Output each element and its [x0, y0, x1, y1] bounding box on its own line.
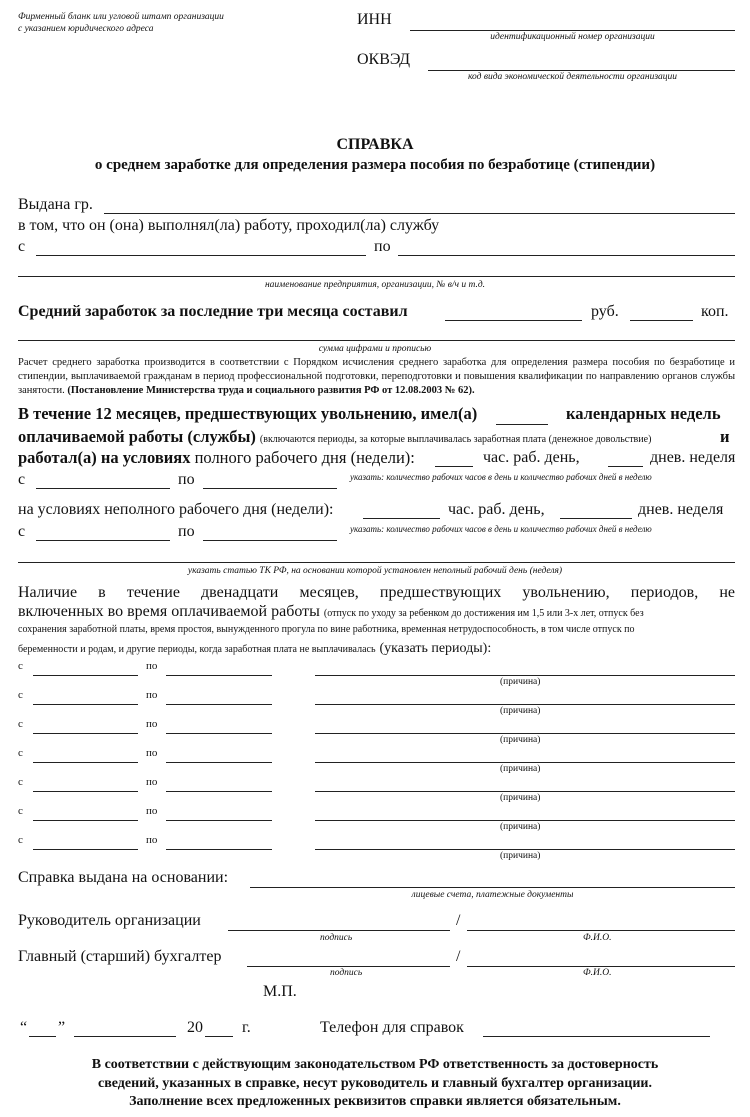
worked-text: в том, что он (она) выполнял(ла) работу, проходил(ла) службу	[18, 217, 440, 234]
period-reason-field[interactable]	[315, 733, 735, 734]
article-field[interactable]	[18, 562, 735, 563]
salary-caption: сумма цифрами и прописью	[318, 344, 432, 354]
from-label: с	[18, 238, 26, 255]
specify-periods-label: (указать периоды):	[379, 641, 492, 656]
stamp-caption-2: с указанием юридического адреса	[18, 24, 154, 34]
part-hours-label: час. раб. день,	[448, 501, 545, 518]
inn-caption: идентификационный номер организации	[490, 32, 655, 42]
calc-note-text: Расчет среднего заработка производится в соответствии с Порядком исчисления среднего заработка для определения размера пособия по безработице и стипендии, выплачиваемой гражданам в период профессиональной подготовки, переподготовки и повышения квалификации по направлению органов службы занятости.	[18, 357, 735, 396]
excluded-heading: включенных во время оплачиваемой работы	[18, 603, 320, 620]
from-label: с	[18, 689, 23, 701]
open-quote: “	[20, 1019, 28, 1036]
stamp-caption-1: Фирменный бланк или угловой штамп организации	[18, 12, 224, 22]
from-label: с	[18, 834, 23, 846]
stamp-place: М.П.	[263, 983, 297, 1000]
to-label: по	[146, 718, 158, 730]
from-label: с	[18, 805, 23, 817]
from-label: с	[18, 747, 23, 759]
excluded-note-3: беременности и родам, и другие периоды, когда заработная плата не выплачивалась	[18, 644, 376, 655]
year-suffix: г.	[242, 1019, 251, 1036]
excluded-note-1: (отпуск по уходу за ребенком до достижения им 1,5 или 3-х лет, отпуск без	[323, 608, 644, 619]
weeks-line-2	[18, 429, 651, 446]
part-days-field[interactable]	[560, 518, 632, 519]
to-label: по	[178, 523, 195, 540]
accountant-label: Главный (старший) бухгалтер	[18, 948, 222, 965]
page-title: СПРАВКА	[336, 136, 414, 153]
from-label: с	[18, 523, 26, 540]
part-day-label: на условиях неполного рабочего дня (недели):	[18, 501, 334, 518]
basis-field[interactable]	[250, 887, 735, 888]
period-to-field[interactable]	[166, 820, 272, 821]
name-caption: Ф.И.О.	[583, 933, 612, 943]
period-from-field[interactable]	[33, 733, 138, 734]
salary-rub-field[interactable]	[445, 320, 582, 321]
period-from-field[interactable]	[33, 762, 138, 763]
from-label: с	[18, 471, 26, 488]
from-label: с	[18, 776, 23, 788]
close-quote: ”	[58, 1019, 66, 1036]
month-field[interactable]	[74, 1036, 176, 1037]
period-reason-field[interactable]	[315, 849, 735, 850]
reason-caption: (причина)	[500, 677, 541, 687]
salary-label: Средний заработок за последние три месяца составил	[18, 303, 408, 320]
slash: /	[456, 912, 461, 929]
inn-field[interactable]	[410, 30, 735, 31]
full-days-field[interactable]	[608, 466, 643, 467]
part-from-field[interactable]	[36, 540, 170, 541]
excluded-line-2	[18, 604, 644, 620]
accountant-name-field[interactable]	[467, 966, 735, 967]
work-to-field[interactable]	[398, 255, 735, 256]
reason-caption: (причина)	[500, 822, 541, 832]
reason-caption: (причина)	[500, 735, 541, 745]
work-from-field[interactable]	[36, 255, 366, 256]
article-caption: указать статью ТК РФ, на основании которой установлен неполный рабочий день (неделя)	[187, 566, 563, 576]
phone-field[interactable]	[483, 1036, 710, 1037]
period-to-field[interactable]	[166, 675, 272, 676]
accountant-signature-field[interactable]	[247, 966, 450, 967]
rub-label: руб.	[591, 303, 619, 320]
part-hours-field[interactable]	[363, 518, 440, 519]
okved-label: ОКВЭД	[357, 51, 411, 68]
to-label: по	[146, 834, 158, 846]
year-prefix: 20	[187, 1019, 203, 1036]
from-label: с	[18, 660, 23, 672]
phone-label: Телефон для справок	[320, 1019, 464, 1036]
period-reason-field[interactable]	[315, 704, 735, 705]
period-reason-field[interactable]	[315, 791, 735, 792]
salary-kop-field[interactable]	[630, 320, 693, 321]
weeks-count-field[interactable]	[496, 424, 548, 425]
organization-caption: наименование предприятия, организации, № в/ч и т.д.	[264, 280, 486, 290]
calc-note	[18, 356, 735, 398]
footer-line-3: Заполнение всех предложенных реквизитов справки является обязательным.	[129, 1094, 621, 1109]
inn-label: ИНН	[357, 11, 392, 28]
period-from-field[interactable]	[33, 675, 138, 676]
full-to-field[interactable]	[203, 488, 337, 489]
okved-field[interactable]	[428, 70, 735, 71]
footer-line-1: В соответствии с действующим законодательством РФ ответственность за достоверность	[91, 1057, 659, 1072]
reason-caption: (причина)	[500, 764, 541, 774]
page-subtitle: о среднем заработке для определения размера пособия по безработице (стипендии)	[94, 157, 656, 173]
period-to-field[interactable]	[166, 849, 272, 850]
basis-caption: лицевые счета, платежные документы	[411, 890, 574, 900]
to-label: по	[178, 471, 195, 488]
okved-caption: код вида экономической деятельности организации	[467, 72, 678, 82]
sign-caption: подпись	[330, 968, 363, 978]
period-to-field[interactable]	[166, 791, 272, 792]
full-hours-field[interactable]	[435, 466, 473, 467]
part-hint: указать: количество рабочих часов в день и количество рабочих дней в неделю	[350, 524, 652, 534]
hours-label: час. раб. день,	[483, 449, 580, 466]
to-label: по	[146, 805, 158, 817]
head-label: Руководитель организации	[18, 912, 201, 929]
part-to-field[interactable]	[203, 540, 337, 541]
year-field[interactable]	[205, 1036, 233, 1037]
period-from-field[interactable]	[33, 849, 138, 850]
name-caption: Ф.И.О.	[583, 968, 612, 978]
slash: /	[456, 948, 461, 965]
period-reason-field[interactable]	[315, 762, 735, 763]
organization-field[interactable]	[18, 276, 735, 277]
to-label: по	[146, 776, 158, 788]
day-field[interactable]	[29, 1036, 56, 1037]
days-label: днев. неделя	[650, 449, 736, 466]
excluded-note-2: сохранения заработной платы, время простоя, вынужденного прогула по вине работника, временная нетрудоспособность, в том числе отпуск по	[18, 624, 635, 635]
period-from-field[interactable]	[33, 791, 138, 792]
reason-caption: (причина)	[500, 851, 541, 861]
paid-work-label: оплачиваемой работы (службы)	[18, 427, 256, 446]
reason-caption: (причина)	[500, 706, 541, 716]
issued-label: Выдана гр.	[18, 196, 93, 213]
basis-label: Справка выдана на основании:	[18, 869, 229, 886]
weeks-text-1: В течение 12 месяцев, предшествующих увольнению, имел(а)	[18, 404, 478, 423]
weeks-text-2: календарных недель	[566, 404, 721, 423]
worked-conditions-label: работал(а) на условиях	[18, 448, 191, 467]
excluded-line-1: Наличие в течение двенадцати месяцев, предшествующих увольнению, периодов, не	[18, 584, 735, 601]
to-label: по	[374, 238, 391, 255]
footer-line-2: сведений, указанных в справке, несут руководитель и главный бухгалтер организации.	[98, 1076, 652, 1091]
head-name-field[interactable]	[467, 930, 735, 931]
weeks-line-3	[18, 450, 415, 467]
sign-caption: подпись	[320, 933, 353, 943]
to-label: по	[146, 689, 158, 701]
period-from-field[interactable]	[33, 820, 138, 821]
to-label: по	[146, 747, 158, 759]
head-signature-field[interactable]	[228, 930, 450, 931]
full-day-label: полного рабочего дня (недели):	[194, 448, 415, 467]
period-reason-field[interactable]	[315, 820, 735, 821]
calc-note-reference: (Постановление Министерства труда и социального развития РФ от 12.08.2003 № 62).	[67, 385, 475, 396]
full-from-field[interactable]	[36, 488, 170, 489]
from-label: с	[18, 718, 23, 730]
excluded-line-4	[18, 640, 491, 656]
period-to-field[interactable]	[166, 733, 272, 734]
to-label: по	[146, 660, 158, 672]
period-to-field[interactable]	[166, 704, 272, 705]
reason-caption: (причина)	[500, 793, 541, 803]
period-from-field[interactable]	[33, 704, 138, 705]
paid-work-note: (включаются периоды, за которые выплачивалась заработная плата (денежное довольствие)	[259, 434, 652, 445]
part-days-label: днев. неделя	[638, 501, 724, 518]
and-label: и	[720, 427, 730, 446]
salary-words-field[interactable]	[18, 340, 735, 341]
full-hint: указать: количество рабочих часов в день и количество рабочих дней в неделю	[350, 472, 652, 482]
period-to-field[interactable]	[166, 762, 272, 763]
kop-label: коп.	[701, 303, 729, 320]
recipient-name-field[interactable]	[104, 213, 735, 214]
period-reason-field[interactable]	[315, 675, 735, 676]
